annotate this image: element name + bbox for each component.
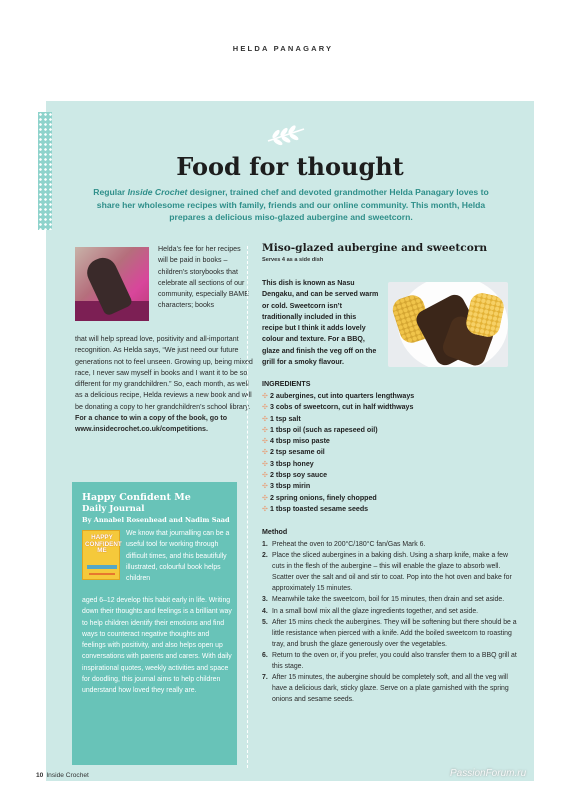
bullet-icon: ✣ — [262, 392, 268, 400]
method-step: 5. After 15 mins check the aubergines. They will be softening but there should be a little resistance when pierced with a knife. Add the boiled sweetcorn to roasting tray, and brush the glaze generously over the vegetables. — [262, 618, 517, 648]
ingredient-item: ✣ 3 tbsp honey — [262, 459, 314, 468]
method-step: 1. Preheat the oven to 200°C/180°C fan/Gas Mark 6. — [262, 541, 426, 548]
helda-photo — [75, 247, 149, 321]
method-step: 4. In a small bowl mix all the glaze ingredients together, and set aside. — [262, 607, 479, 615]
article-title: Food for thought — [176, 152, 404, 181]
running-head: HELDA PANAGARY — [232, 44, 334, 53]
book-authors: By Annabel Rosenhead and Nadim Saad — [82, 516, 230, 524]
bullet-icon: ✣ — [262, 459, 268, 468]
competition-callout: For a chance to win a copy of the book, go to www.insidecrochet.co.uk/competitions. — [75, 414, 228, 434]
page-footer — [36, 772, 89, 779]
recipe-title: Miso-glazed aubergine and sweetcorn — [262, 242, 488, 254]
leaf-sprig-icon — [264, 124, 308, 146]
left-column-wrap-text: Helda’s fee for her recipes will be paid in books – children’s storybooks that celebrate all sections of our community, especially BAME characters; books — [158, 245, 249, 310]
ingredient-item: ✣ 1 tbsp toasted sesame seeds — [262, 504, 369, 513]
bullet-icon: ✣ — [262, 482, 268, 491]
book-cover-title: HAPPY CONFIDENT ME — [85, 534, 122, 555]
bullet-icon: ✣ — [262, 414, 268, 423]
ingredient-item: ✣ 2 tbsp soy sauce — [262, 471, 328, 480]
magazine-name: Inside Crochet — [46, 772, 89, 779]
intro-pre: Regular — [93, 187, 128, 197]
ingredient-item: ✣ 4 tbsp miso paste — [262, 437, 330, 446]
ingredient-item: ✣ 2 tsp sesame oil — [262, 448, 325, 457]
article-intro — [84, 186, 498, 224]
recipe-serves: Serves 4 as a side dish — [262, 257, 324, 263]
ingredient-item: ✣ 2 aubergines, cut into quarters lengthways — [262, 392, 415, 400]
left-column-text: that will help spread love, positivity and all-important recognition. As Helda says, “We just need our future generations not to feel unseen. Growing up, being mixed race, I never saw myself in books and I want it to be so different for my grandchildren.” So, each month, as well as a delicious recipe, Helda reviews a new book and will be donating a copy to her grandchildren’s school library. — [75, 335, 253, 411]
method-list — [262, 539, 518, 705]
recipe-photo — [388, 282, 508, 367]
book-review-text: aged 6–12 develop this habit early in life. Writing down their thoughts and feelings is a brilliant way to help children identify their emotions and find ways to counteract negative thoughts and feelings with positivity, and also helps open up conversations with parents and carers. With daily inspirational quotes, weekly activities and space for doodling, this journal aims to help children understand how loved they really are. — [82, 597, 232, 695]
ingredient-item: ✣ 3 tbsp mirin — [262, 482, 311, 491]
bullet-icon: ✣ — [262, 471, 268, 480]
book-title: Happy Confident Me — [82, 492, 191, 503]
watermark: PassionForum.ru — [450, 768, 527, 779]
bullet-icon: ✣ — [262, 425, 268, 434]
method-step: 6. Return to the oven or, if you prefer, you could also transfer them to a BBQ grill at this stage. — [262, 651, 517, 671]
ingredient-item: ✣ 2 spring onions, finely chopped — [262, 493, 377, 502]
book-cover-image — [82, 530, 120, 580]
bullet-icon: ✣ — [262, 504, 268, 513]
bullet-icon: ✣ — [262, 493, 268, 502]
intro-magazine-name: Inside Crochet — [127, 187, 188, 197]
recipe-intro: This dish is known as Nasu Dengaku, and can be served warm or cold. Sweetcorn isn’t traditionally included in this recipe but I think it adds lovely colour and texture. For a BBQ, glaze and finish the veg off on the grill for a smoky flavour. — [262, 279, 379, 367]
method-step: 3. Meanwhile take the sweetcorn, boil for 15 minutes, then drain and set aside. — [262, 596, 505, 604]
left-column-body — [75, 334, 255, 436]
bullet-icon: ✣ — [262, 437, 268, 446]
book-review-wrap-text: We know that journalling can be a useful tool for working through difficult times, and this beautifully illustrated, colourful book helps children — [126, 530, 230, 583]
bullet-icon: ✣ — [262, 403, 268, 412]
book-review-box — [72, 482, 237, 765]
ingredients-heading: INGREDIENTS — [262, 380, 311, 388]
column-divider — [247, 246, 248, 768]
method-step: 7. After 15 minutes, the aubergine should be completely soft, and all the veg will have a delicious dark, sticky glaze. Serve on a plate garnished with the spring onions and sesame seeds. — [262, 674, 509, 704]
ingredient-item: ✣ 3 cobs of sweetcorn, cut in half widthways — [262, 403, 414, 412]
method-heading: Method — [262, 528, 288, 536]
ingredient-item: ✣ 1 tbsp oil (such as rapeseed oil) — [262, 425, 378, 434]
method-step: 2. Place the sliced aubergines in a baking dish. Using a sharp knife, make a few cuts in the flesh of the aubergine – this will enable the glaze to absorb well. Scatter over the salt and oil and stir to coat. Pop into the hot oven and bake for approximately 15 minutes. — [262, 552, 512, 593]
intro-post: designer, trained chef and devoted grandmother Helda Panagary loves to share her wholesome recipes with family, friends and our online community. This month, Helda prepares a delicious miso-glazed aubergine and sweetcorn. — [96, 187, 489, 223]
page-number: 10 — [36, 772, 44, 779]
book-subtitle: Daily Journal — [82, 504, 145, 514]
ingredients-list — [262, 391, 502, 515]
bullet-icon: ✣ — [262, 448, 268, 457]
ingredient-item: ✣ 1 tsp salt — [262, 414, 301, 423]
